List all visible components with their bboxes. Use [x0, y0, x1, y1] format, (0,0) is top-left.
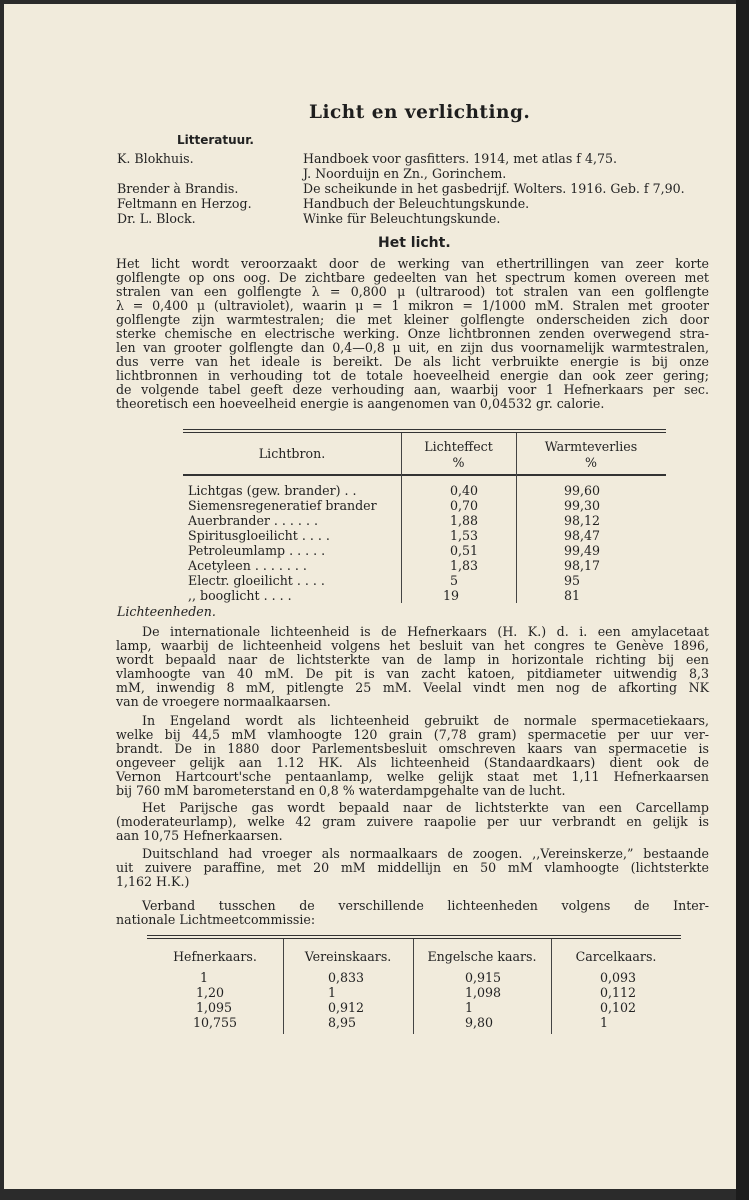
- table-cell: 99,60: [564, 483, 601, 498]
- table-cell: 81: [564, 588, 581, 603]
- section-heading: Het licht.: [378, 235, 451, 251]
- text-line: Duitschland had vroeger als normaalkaars de zoogen. ,,Vereinskerze,” bestaande: [142, 846, 709, 861]
- table-cell: 1,83: [450, 558, 479, 573]
- table-cell: 19: [443, 588, 460, 603]
- text-line: de volgende tabel geeft deze verhouding aan, waarbij voor 1 Hefnerkaars per sec.: [116, 382, 709, 397]
- table-cell: 98,12: [564, 513, 601, 528]
- table-cell: 1,88: [450, 513, 479, 528]
- lit-work: Handboek voor gasfitters. 1914, met atlas f 4,75.: [303, 151, 617, 166]
- table-rule: [183, 432, 666, 433]
- table-cell: 1,53: [450, 528, 479, 543]
- table-cell: 95: [564, 573, 581, 588]
- text-line: len van grooter golflengte dan 0,4—0,8 μ uit, en zijn dus voornamelijk warmtestralen,: [116, 340, 709, 355]
- lit-author: Brender à Brandis.: [117, 181, 239, 196]
- text-line: vlamhoogte van 40 mM. De pit is van zacht katoen, pitdiameter uitwendig 8,3: [116, 666, 709, 681]
- table-cell: 1,20: [196, 985, 225, 1000]
- paragraph-verband: [116, 899, 709, 927]
- table-cell: 0,102: [600, 1000, 637, 1015]
- table-cell: 1: [200, 970, 209, 985]
- text-line: golflengte zijn warmtestralen; die met kleiner golflengte onderscheiden zich door: [116, 312, 709, 327]
- text-line: Vernon Hartcourt'sche pentaanlamp, welke gelijk staat met 1,11 Hefnerkaarsen: [116, 769, 709, 784]
- table-cell: 0,915: [465, 970, 502, 985]
- table-cell: 8,95: [328, 1015, 357, 1030]
- column-unit: %: [585, 455, 597, 470]
- text-line: brandt. De in 1880 door Parlementsbesluit omschreven kaars van spermacetie is: [116, 741, 709, 756]
- text-line: bij 760 mM barometerstand en 0,8 % waterdampgehalte van de lucht.: [116, 783, 566, 798]
- column-header: Hefnerkaars.: [173, 949, 257, 964]
- table-cell: 0,833: [328, 970, 365, 985]
- page-title: Licht en verlichting.: [309, 102, 531, 123]
- table-cell: 1,098: [465, 985, 502, 1000]
- table-cell: Lichtgas (gew. brander) . .: [188, 483, 357, 498]
- table-cell: 1: [465, 1000, 474, 1015]
- lit-work: Handbuch der Beleuchtungskunde.: [303, 196, 530, 211]
- table-cell: 1,095: [196, 1000, 233, 1015]
- text-line: Het licht wordt veroorzaakt door de werking van ethertrillingen van zeer korte: [116, 256, 709, 271]
- text-line: 1,162 H.K.): [116, 874, 190, 889]
- column-header: Engelsche kaars.: [427, 949, 537, 964]
- text-line: aan 10,75 Hefnerkaarsen.: [116, 828, 283, 843]
- table-cell: 1: [328, 985, 337, 1000]
- text-line: welke bij 44,5 mM vlamhoogte 120 grain (7,78 gram) spermacetie per uur ver-: [116, 727, 709, 742]
- litteratuur-heading: Litteratuur.: [177, 133, 254, 147]
- text-line: lichtbronnen in verhouding tot de totale hoeveelheid energie dan ook zeer gering;: [116, 368, 709, 383]
- column-header: Lichteffect: [424, 439, 493, 454]
- lichteenheden-heading: Lichteenheden.: [117, 604, 216, 619]
- table-cell: 0,912: [328, 1000, 365, 1015]
- paragraph-hefnerkaars: [116, 625, 709, 709]
- text-line: theoretisch een hoeveelheid energie is aangenomen van 0,04532 gr. calorie.: [116, 396, 605, 411]
- lit-author: Feltmann en Herzog.: [117, 196, 252, 211]
- lit-author: K. Blokhuis.: [117, 151, 194, 166]
- lit-work: De scheikunde in het gasbedrijf. Wolters. 1916. Geb. f 7,90.: [303, 181, 685, 196]
- table-cell: Spiritusgloeilicht . . . .: [188, 528, 330, 543]
- text-line: wordt bepaald naar de lichtsterkte van de lamp in horizontale richting bij een: [116, 652, 709, 667]
- table-cell: ,, booglicht . . . .: [188, 588, 292, 603]
- paragraph-parijs: [116, 801, 709, 843]
- text-line: Het Parijsche gas wordt bepaald naar de lichtsterkte van een Carcellamp: [142, 800, 709, 815]
- paragraph-engeland: [116, 714, 709, 798]
- page-edge: [736, 0, 749, 1200]
- table-cell: 10,755: [193, 1015, 238, 1030]
- table-cell: 0,70: [450, 498, 479, 513]
- column-header: Carcelkaars.: [575, 949, 657, 964]
- column-header: Warmteverlies: [544, 439, 638, 454]
- text-line: In Engeland wordt als lichteenheid gebruikt de normale spermacetiekaars,: [142, 713, 709, 728]
- table-rule: [147, 935, 681, 936]
- table-cell: 0,093: [600, 970, 637, 985]
- text-line: mM, inwendig 8 mM, pitlengte 25 mM. Veelal vindt men nog de afkorting NK: [116, 680, 709, 695]
- table-rule: [183, 474, 666, 476]
- table-cell: 0,51: [450, 543, 479, 558]
- table-cell: Electr. gloeilicht . . . .: [188, 573, 325, 588]
- table-rule: [147, 938, 681, 939]
- table-cell: 98,47: [564, 528, 601, 543]
- intro-paragraph: [116, 257, 709, 411]
- table-cell: Auerbrander . . . . . .: [188, 513, 318, 528]
- text-line: λ = 0,400 μ (ultraviolet), waarin μ = 1 mikron = 1/1000 mM. Stralen met grooter: [116, 298, 709, 313]
- text-line: nationale Lichtmeetcommissie:: [116, 912, 316, 927]
- table-cell: 98,17: [564, 558, 601, 573]
- table-cell: Petroleumlamp . . . . .: [188, 543, 326, 558]
- text-line: lamp, waarbij de lichteenheid volgens het besluit van het congres te Genève 1896,: [116, 638, 709, 653]
- text-line: stralen van een golflengte λ = 0,800 μ (ultrarood) tot stralen van een golflengte: [116, 284, 709, 299]
- text-line: De internationale lichteenheid is de Hefnerkaars (H. K.) d. i. een amylacetaat: [142, 624, 709, 639]
- table-cell: 5: [450, 573, 459, 588]
- text-line: uit zuivere paraffine, met 20 mM middellijn en 50 mM vlamhoogte (lichtsterkte: [116, 860, 709, 875]
- text-line: dus verre van het ideale is bereikt. De als licht verbruikte energie is bij onze: [116, 354, 709, 369]
- text-line: sterke chemische en electrische werking. Onze lichtbronnen zenden overwegend stra-: [116, 326, 709, 341]
- text-line: golflengte op ons oog. De zichtbare gedeelten van het spectrum komen overeen met: [116, 270, 709, 285]
- table-cell: Acetyleen . . . . . . .: [188, 558, 307, 573]
- table-cell: Siemensregeneratief brander: [188, 498, 377, 513]
- text-line: (moderateurlamp), welke 42 gram zuivere raapolie per uur verbrandt en gelijk is: [116, 814, 709, 829]
- column-header: Lichtbron.: [258, 446, 326, 461]
- paragraph-duitschland: [116, 847, 709, 889]
- table-cell: 9,80: [465, 1015, 494, 1030]
- lit-work: Winke für Beleuchtungskunde.: [303, 211, 501, 226]
- lit-work: J. Noorduijn en Zn., Gorinchem.: [303, 166, 507, 181]
- lit-author: Dr. L. Block.: [117, 211, 196, 226]
- table-cell: 0,112: [600, 985, 637, 1000]
- text-line: Verband tusschen de verschillende lichteenheden volgens de Inter-: [142, 898, 709, 913]
- table-cell: 0,40: [450, 483, 479, 498]
- column-unit: %: [452, 455, 465, 470]
- table-cell: 99,49: [564, 543, 601, 558]
- text-line: ongeveer gelijk aan 1.12 HK. Als lichteenheid (Standaardkaars) dient ook de: [116, 755, 709, 770]
- column-header: Vereinskaars.: [304, 949, 392, 964]
- table-cell: 99,30: [564, 498, 601, 513]
- table-cell: 1: [600, 1015, 609, 1030]
- table-rule: [183, 429, 666, 430]
- text-line: van de vroegere normaalkaarsen.: [116, 694, 331, 709]
